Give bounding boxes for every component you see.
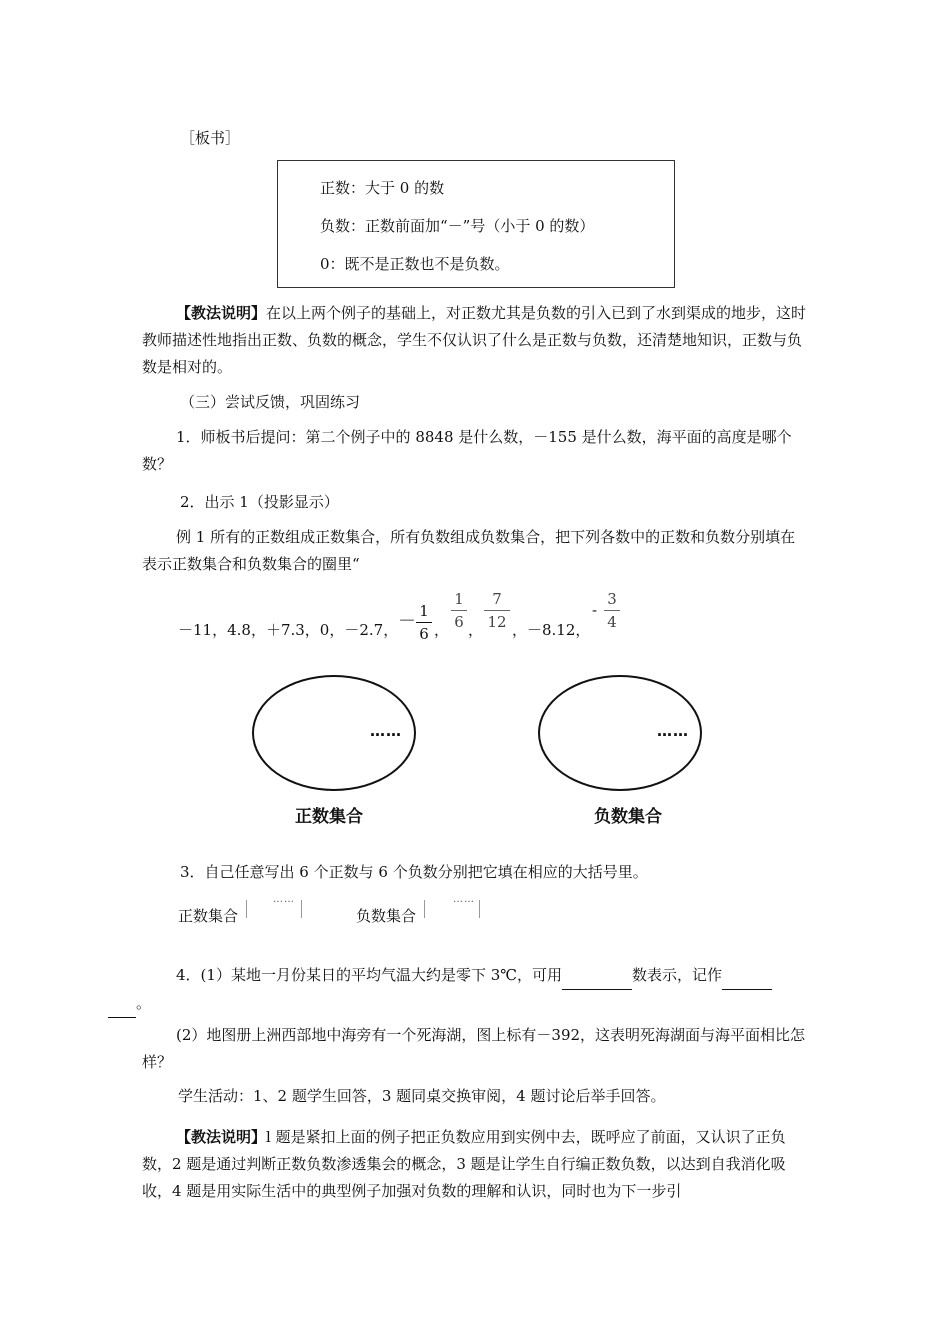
- question-4-part-1: [136, 962, 810, 1018]
- comma: ，: [434, 621, 450, 639]
- positive-set-dots: ……: [370, 722, 402, 740]
- negative-brace-dots: ……: [453, 894, 475, 905]
- teaching-note-2: [142, 1124, 810, 1205]
- fraction-numerator: 7: [492, 590, 502, 608]
- positive-brace-dots: ……: [273, 894, 295, 905]
- section-heading: （三）尝试反馈，巩固练习: [180, 393, 361, 411]
- fraction-denominator: 6: [419, 625, 429, 643]
- q4-text-a: 4．(1）某地一月份某日的平均气温大约是零下 3℃，可用: [176, 966, 563, 984]
- fraction-numerator: 1: [454, 590, 464, 608]
- question-1: 1．师板书后提问：第二个例子中的 8848 是什么数，－155 是什么数，海平面的高度是哪个数？: [142, 428, 792, 473]
- board-box: [277, 160, 675, 288]
- board-line-positive: 正数：大于 0 的数: [320, 179, 445, 197]
- fraction-one-sixth: [451, 590, 467, 631]
- board-label: ［板书］: [180, 129, 241, 147]
- fraction-denominator: 4: [607, 613, 617, 631]
- fraction-bar: [484, 610, 510, 611]
- q4-blank-2[interactable]: [722, 962, 772, 990]
- board-line-negative: 负数：正数前面加“－”号（小于 0 的数）: [320, 217, 595, 235]
- fraction-bar: [604, 610, 620, 611]
- fraction-denominator: 12: [487, 613, 507, 631]
- note-text: l 题是紧扣上面的例子把正负数应用到实例中去，既呼应了前面，又认识了正负数，2 题是通过判断正数负数渗透集会的概念，3 题是让学生自行编正数负数，以达到自我消化吸收，4 题是用实际生活中的典型例子加强对负数的理解和认识，同时也为下一步引: [142, 1128, 786, 1200]
- example-1: 例 1 所有的正数组成正数集合，所有负数组成负数集合，把下列各数中的正数和负数分别填在表示正数集合和负数集合的圈里“: [142, 528, 796, 573]
- negative-brace: [424, 894, 480, 918]
- question-2: 2．出示 1（投影显示）: [180, 493, 339, 511]
- fraction-seven-twelfths: [484, 590, 510, 631]
- q4-text-b: 数表示，记作: [632, 966, 723, 984]
- fraction-three-quarters: [604, 590, 620, 631]
- fraction-neg-one-sixth: [416, 602, 432, 643]
- negative-sign: －: [398, 611, 416, 632]
- q4-blank-1[interactable]: [562, 962, 632, 990]
- negative-set-dots: ……: [657, 722, 689, 740]
- fraction-denominator: 6: [454, 613, 464, 631]
- q4-blank-2-cont: [108, 990, 136, 1018]
- board-line-zero: 0：既不是正数也不是负数。: [320, 255, 510, 273]
- q3-positive-label: 正数集合: [178, 907, 239, 925]
- fraction-bar: [451, 610, 467, 611]
- comma: ，: [468, 621, 484, 639]
- negative-sign-2: -: [592, 601, 598, 619]
- number-list-a: －11，4.8，＋7.3，0，－2.7，: [178, 621, 399, 639]
- question-3: 3．自己任意写出 6 个正数与 6 个负数分别把它填在相应的大括号里。: [180, 863, 648, 881]
- q4-period: 。: [136, 994, 152, 1012]
- fraction-numerator: 3: [607, 590, 617, 608]
- question-4-part-2: (2）地图册上洲西部地中海旁有一个死海湖，图上标有－392，这表明死海湖面与海平面相比怎样？: [142, 1026, 806, 1071]
- negative-set-label: 负数集合: [594, 807, 662, 827]
- fraction-bar: [416, 622, 432, 623]
- number-list-b: ，－8.12，: [512, 621, 591, 639]
- note-tag: 【教法说明】: [176, 1128, 267, 1146]
- fraction-numerator: 1: [419, 602, 429, 620]
- student-activity: 学生活动：1、2 题学生回答，3 题同桌交换审阅，4 题讨论后举手回答。: [178, 1087, 666, 1105]
- note-text: 在以上两个例子的基础上，对正数尤其是负数的引入已到了水到渠成的地步，这时教师描述性地指出正数、负数的概念，学生不仅认识了什么是正数与负数，还清楚地知识，正数与负数是相对的。: [142, 304, 807, 376]
- teaching-note-1: [142, 300, 810, 381]
- positive-set-label: 正数集合: [295, 807, 363, 827]
- note-tag: 【教法说明】: [176, 304, 267, 322]
- q3-negative-label: 负数集合: [356, 907, 417, 925]
- positive-brace: [246, 894, 302, 918]
